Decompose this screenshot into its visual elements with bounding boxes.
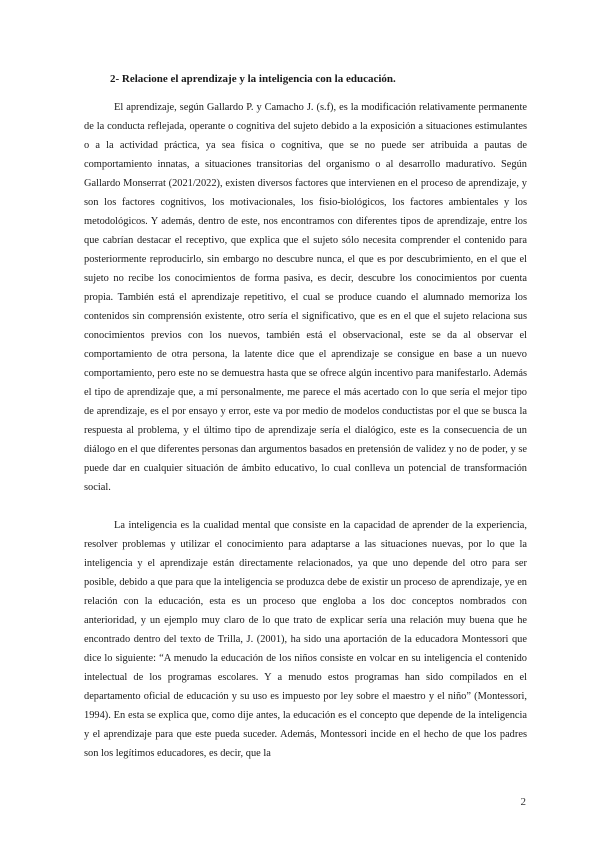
page-number: 2 [520, 796, 526, 808]
paragraph-aprendizaje: El aprendizaje, según Gallardo P. y Camacho J. (s.f), es la modificación relativamente permanente de la conducta reflejada, operante o cognitiva del sujeto debido a la exposición a situaciones estimulantes o a la actividad práctica, ya sea física o cognitiva, que se no puede ser atribuida a pautas de comportamiento innatas, a situaciones transitorias del organismo o al desarrollo maduratívo. Según Gallardo Monserrat (2021/2022), existen diversos factores que intervienen en el proceso de aprendizaje, y son los factores cognitivos, los motivacionales, los fisio-biológicos, los factores ambientales y los metodológicos. Y además, dentro de este, nos encontramos con diferentes tipos de aprendizaje, entre los que cabrían destacar el receptivo, que explica que el sujeto sólo necesita comprender el contenido para posteriormente reproducirlo, sin embargo no descubre nunca, el que es por descubrimiento, en el que el sujeto no recibe los conocimientos de forma pasiva, es decir, descubre los conocimientos por cuenta propia. También está el aprendizaje repetitivo, el cual se produce cuando el alumnado memoriza los contenidos sin comprensión existente, otro sería el significativo, que es en el que el sujeto relaciona sus conocimientos previos con los nuevos, también está el observacional, este se da al observar el comportamiento de otra persona, la latente dice que el aprendizaje se consigue en base a un nuevo comportamiento, pero este no se demuestra hasta que se ofrece algún incentivo para manifestarlo. Además el tipo de aprendizaje que, a mí personalmente, me parece el más acertado con lo que sería el mejor tipo de aprendizaje, es el por ensayo y error, este va por medio de modelos conductistas por el que se busca la respuesta al problema, y el último tipo de aprendizaje sería el dialógico, este es la consecuencia de un diálogo en el que diferentes personas dan argumentos basados en pretensión de validez y no de poder, y se puede dar en cualquier situación de ámbito educativo, lo cual conlleva un potencial de transformación social. [84, 102, 527, 493]
paragraph-inteligencia: La inteligencia es la cualidad mental que consiste en la capacidad de aprender de la experiencia, resolver problemas y utilizar el conocimiento para adaptarse a las situaciones nuevas, por lo que la inteligencia y el aprendizaje están directamente relacionados, ya que uno depende del otro para ser posible, debido a que para que la inteligencia se produzca debe de existir un proceso de aprendizaje, ye en relación con la educación, esta es un proceso que engloba a los doc conceptos nombrados con anterioridad, y un ejemplo muy claro de lo que trato de explicar sería una relación muy buena que he encontrado dentro del texto de Trilla, J. (2001), ha sido una aportación de la educadora Montessori que dice lo siguiente: “A menudo la educación de los niños consiste en volcar en su inteligencia el contenido intelectual de los programas escolares. Y a menudo estos programas han sido compilados en el departamento oficial de educación y su uso es impuesto por ley sobre el maestro y el niño” (Montessori, 1994). En esta se explica que, como dije antes, la educación es el concepto que depende de la inteligencia y el aprendizaje para que este pueda suceder. Además, Montessori incide en el hecho de que los padres son los legítimos educadores, es decir, que la [84, 520, 527, 759]
section-heading: 2- Relacione el aprendizaje y la inteligencia con la educación. [110, 73, 396, 85]
